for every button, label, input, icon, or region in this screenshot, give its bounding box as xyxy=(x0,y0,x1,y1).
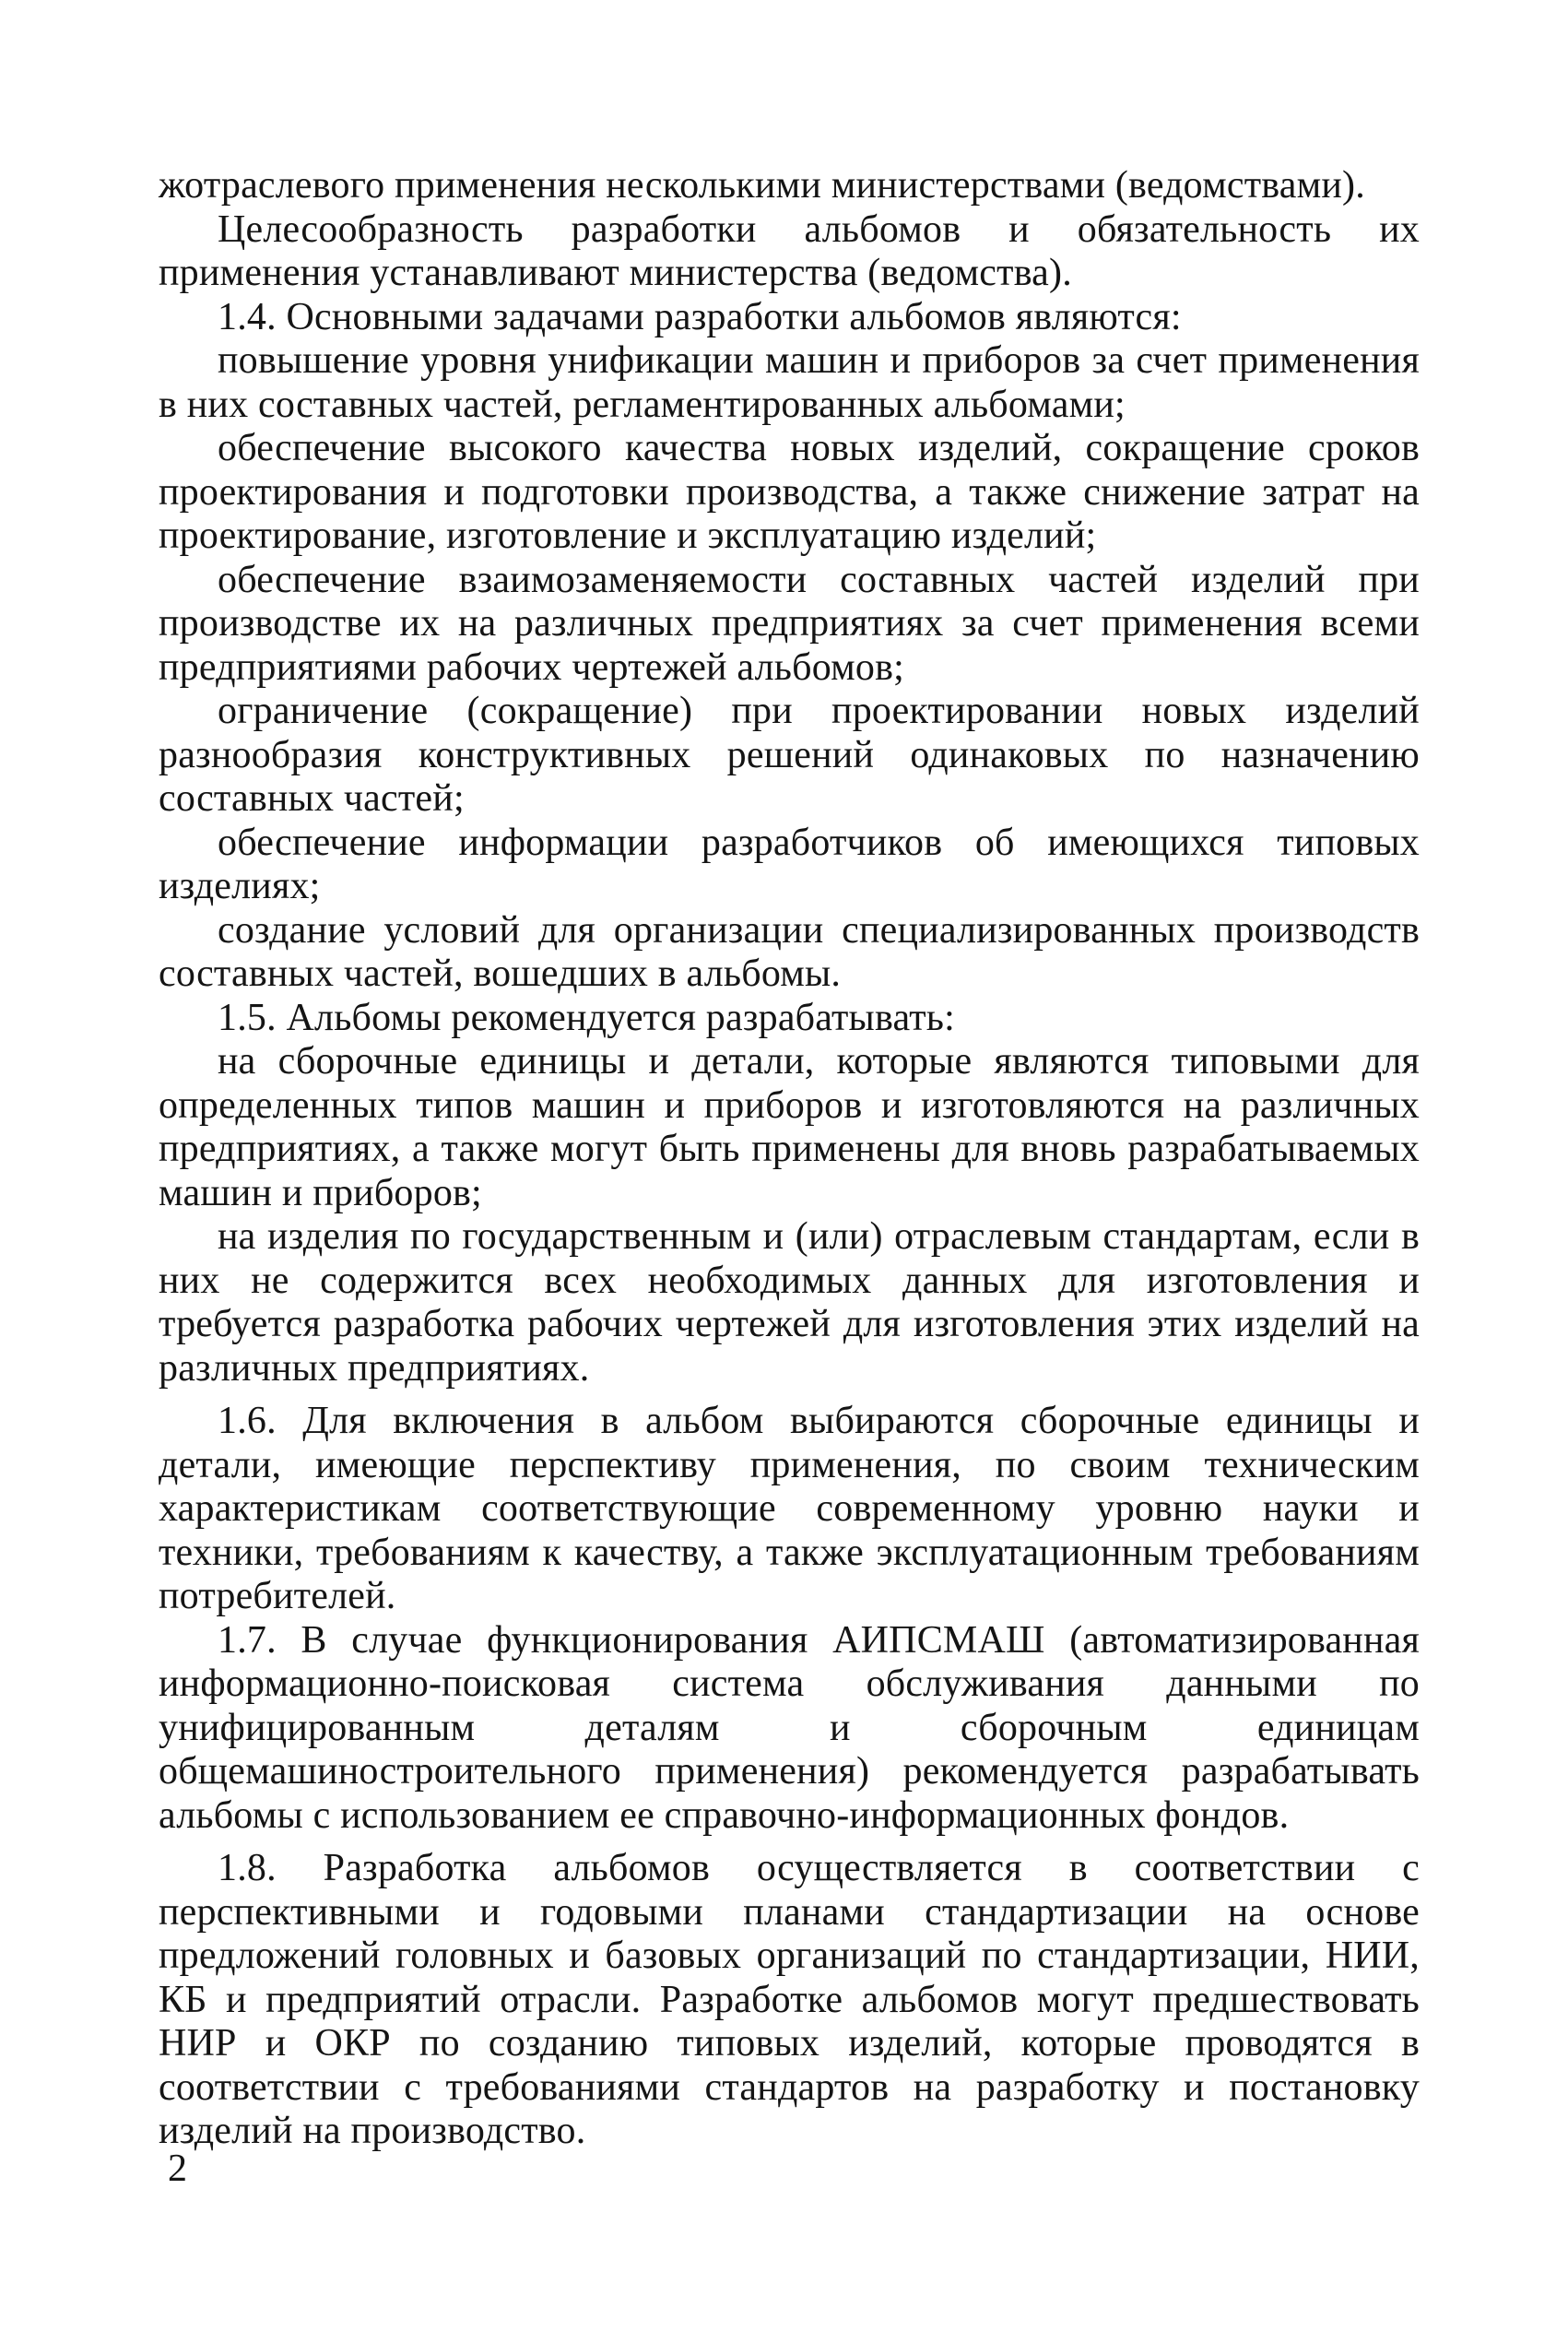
list-item-unification: повышение уровня унификации машин и приборов за счет применения в них составных частей, регламентированных альбомами; xyxy=(159,339,1420,426)
list-item-limitation: ограничение (сокращение) при проектировании новых изделий разнообразия конструктивных решений одинаковых по назначению составных частей; xyxy=(159,690,1420,820)
section-1-4-heading: 1.4. Основными задачами разработки альбомов являются: xyxy=(218,295,1182,338)
paragraph-expediency: Целесообразность разработки альбомов и обязательность их применения устанавливают министерства (ведомства). xyxy=(159,207,1420,294)
section-1-8: 1.8. Разработка альбомов осуществляется в соответствии с перспективными и годовыми планами стандартизации на основе предложений головных и базовых организаций по стандартизации, НИИ, КБ и предприятий отрасли. Разработке альбомов могут предшествовать НИР и ОКР по созданию типовых изделий, которые проводятся в соответствии с требованиями стандартов на разработку и постановку изделий на производство. xyxy=(159,1847,1420,2152)
list-item-assembly-units: на сборочные единицы и детали, которые являются типовыми для определенных типов машин и приборов и изготовляются на различных предприятиях, а также могут быть применены для вновь разрабатываемых машин и приборов; xyxy=(159,1040,1420,1214)
list-item-standard-products: на изделия по государственным и (или) отраслевым стандартам, если в них не содержится всех необходимых данных для изготовления и требуется разработка рабочих чертежей для изготовления этих изделий на различных предприятиях. xyxy=(159,1215,1420,1390)
section-1-5-heading: 1.5. Альбомы рекомендуется разрабатывать: xyxy=(218,996,955,1039)
page-number: 2 xyxy=(168,2148,187,2190)
document-body xyxy=(159,164,1420,2154)
paragraph-continuation: жотраслевого применения несколькими министерствами (ведомствами). xyxy=(159,164,1365,207)
section-1-7: 1.7. В случае функционирования АИПСМАШ (автоматизированная информационно-поисковая система обслуживания данными по унифицированным деталям и сборочным единицам общемашиностроительного применения) рекомендуется разрабатывать альбомы с использованием ее справочно-информационных фондов. xyxy=(159,1618,1420,1837)
section-1-6: 1.6. Для включения в альбом выбираются сборочные единицы и детали, имеющие перспективу применения, по своим техническим характеристикам соответствующие современному уровню науки и техники, требованиям к качеству, а также эксплуатационным требованиям потребителей. xyxy=(159,1400,1420,1617)
list-item-information: обеспечение информации разработчиков об имеющихся типовых изделиях; xyxy=(159,821,1420,907)
list-item-specialized-production: создание условий для организации специализированных производств составных частей, вошедших в альбомы. xyxy=(159,908,1420,995)
list-item-interchangeability: обеспечение взаимозаменяемости составных частей изделий при производстве их на различных предприятиях за счет применения всеми предприятиями рабочих чертежей альбомов; xyxy=(159,558,1420,689)
list-item-quality: обеспечение высокого качества новых изделий, сокращение сроков проектирования и подготовки производства, а также снижение затрат на проектирование, изготовление и эксплуатацию изделий; xyxy=(159,427,1420,557)
